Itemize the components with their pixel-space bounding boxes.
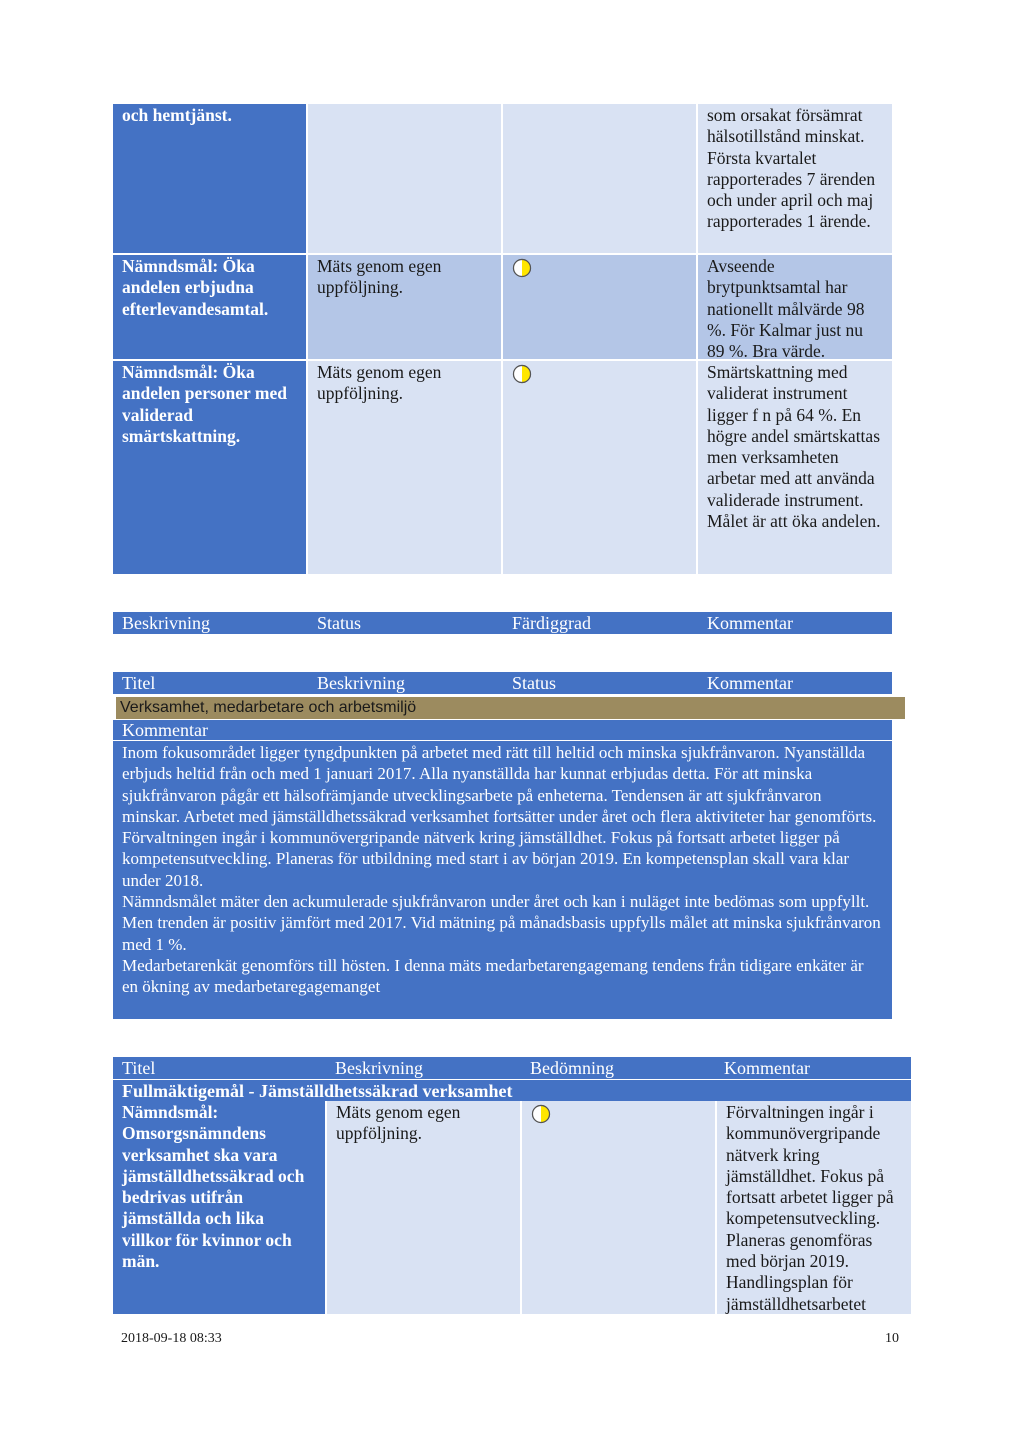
column-header: Kommentar: [707, 673, 793, 693]
goal-description-cell: [308, 361, 501, 574]
council-goal-title: Fullmäktigemål - Jämställdhetssäkrad verksamhet: [122, 1081, 513, 1101]
goal-status-cell: [503, 361, 696, 574]
column-header: Beskrivning: [317, 673, 405, 693]
goal-description-cell: [327, 1101, 520, 1314]
goal-status-cell: [522, 1101, 715, 1314]
column-header: Färdiggrad: [512, 613, 591, 633]
goal-title-cell: [113, 255, 306, 359]
goal-comment: Smärtskattning med validerat instrument ligger f n på 64 %. En högre andel smärtskattas men verksamheten arbetar med att använda validerade instrument. Målet är att öka andelen.: [707, 362, 881, 532]
goal-status-cell: [503, 255, 696, 359]
goal-comment: Förvaltningen ingår i kommunövergripande nätverk kring jämställdhet. Fokus på fortsatt arbetet ligger på kompetensutveckling. Planeras genomföras med början 2019. Handlingsplan för jämställdhetsarbetet: [726, 1102, 894, 1314]
page-number: 10: [885, 1331, 899, 1346]
goal-title: Nämndsmål: Öka andelen personer med validerad smärtskattning.: [122, 362, 287, 446]
goal-description: Mäts genom egen uppföljning.: [336, 1102, 461, 1144]
goal-status-cell: [503, 104, 696, 253]
column-header: Titel: [122, 673, 156, 693]
column-header: Bedömning: [530, 1058, 614, 1078]
comment-header: [113, 720, 892, 741]
comment-paragraph: Medarbetarenkät genomförs till hösten. I denna mäts medarbetarengagemang tendens från tidigare enkäter är en ökning av medarbetaregagemanget: [122, 955, 864, 997]
goal-comment-cell: [698, 255, 892, 362]
goal-comment: som orsakat försämrat hälsotillstånd minskat. Första kvartalet rapporterades 7 ärenden och under april och maj rapporterades 1 ärende.: [707, 105, 876, 232]
goal-description-cell: [308, 104, 501, 253]
goal-comment-cell: [717, 1101, 911, 1314]
comment-paragraph: Nämndsmålet mäter den ackumulerade sjukfrånvaron under året och kan i nuläget inte bedömas som uppfyllt. Men trenden är positiv jämfört med 2017. Vid mätning på månadsbasis uppfylls målet att minska sjukfrånvaron med 1 %.: [122, 892, 881, 954]
focus-area-title: Verksamhet, medarbetare och arbetsmiljö: [120, 699, 417, 716]
goal-comment: Avseende brytpunktsamtal har nationellt målvärde 98 %. För Kalmar just nu 89 %. Bra värde.: [707, 256, 865, 362]
goal-title: Nämndsmål: Omsorgsnämndens verksamhet ska vara jämställdhetssäkrad och bedrivas utifrån jämställda och lika villkor för kvinnor och män.: [122, 1102, 305, 1272]
column-header: Kommentar: [707, 613, 793, 633]
half-yellow-circle-icon: [531, 1104, 551, 1124]
goal-title: Nämndsmål: Öka andelen erbjudna efterlevandesamtal.: [122, 256, 269, 319]
column-header: Status: [512, 673, 557, 693]
column-header: Titel: [122, 1058, 156, 1078]
comment-paragraph: Förvaltningen ingår i kommunövergripande nätverk kring jämställdhet. Fokus på fortsatt arbetet ligger på kompetensutveckling. Planeras för utbildning med start i av början 2019. En kompetensplan skall vara klar under 2018.: [122, 828, 850, 890]
goal-description-cell: [308, 255, 501, 359]
focus-area-label: [116, 697, 905, 719]
goal-description: Mäts genom egen uppföljning.: [317, 362, 442, 404]
footer-timestamp: 2018-09-18 08:33: [121, 1331, 222, 1346]
comment-header-label: Kommentar: [122, 720, 208, 740]
comment-body: [113, 741, 892, 1019]
goal-comment-cell: [698, 361, 892, 574]
column-header: Beskrivning: [335, 1058, 423, 1078]
half-yellow-circle-icon: [512, 364, 532, 384]
focus-area-table-header: [113, 672, 892, 694]
goal-title-cell: [113, 1101, 325, 1314]
column-header: Beskrivning: [122, 613, 210, 633]
activities-table-header: [113, 612, 892, 634]
goal-comment-cell: [698, 104, 892, 253]
goal-title: och hemtjänst.: [122, 105, 232, 125]
goal-title-cell: [113, 104, 306, 253]
goal-title-cell: [113, 361, 306, 574]
comment-paragraph: Inom fokusområdet ligger tyngdpunkten på arbetet med rätt till heltid och minska sjukfrånvaron. Nyanställda erbjuds heltid från och med 1 januari 2017. Alla nyanställda har kunnat erbjudas detta. För att minska sjukfrånvaron pågår ett hälsofrämjande utvecklingsarbete på enheterna. Tendensen är att sjukfrånvaron minskar. Arbetet med jämställdhetssäkrad verksamhet fortsätter under året och flera aktiviteter har genomförts.: [122, 743, 877, 826]
column-header: Kommentar: [724, 1058, 810, 1078]
column-header: Status: [317, 613, 362, 633]
goal-assessment-table-header: [113, 1057, 911, 1079]
council-goal-label: [113, 1079, 911, 1101]
half-yellow-circle-icon: [512, 258, 532, 278]
goal-description: Mäts genom egen uppföljning.: [317, 256, 442, 298]
